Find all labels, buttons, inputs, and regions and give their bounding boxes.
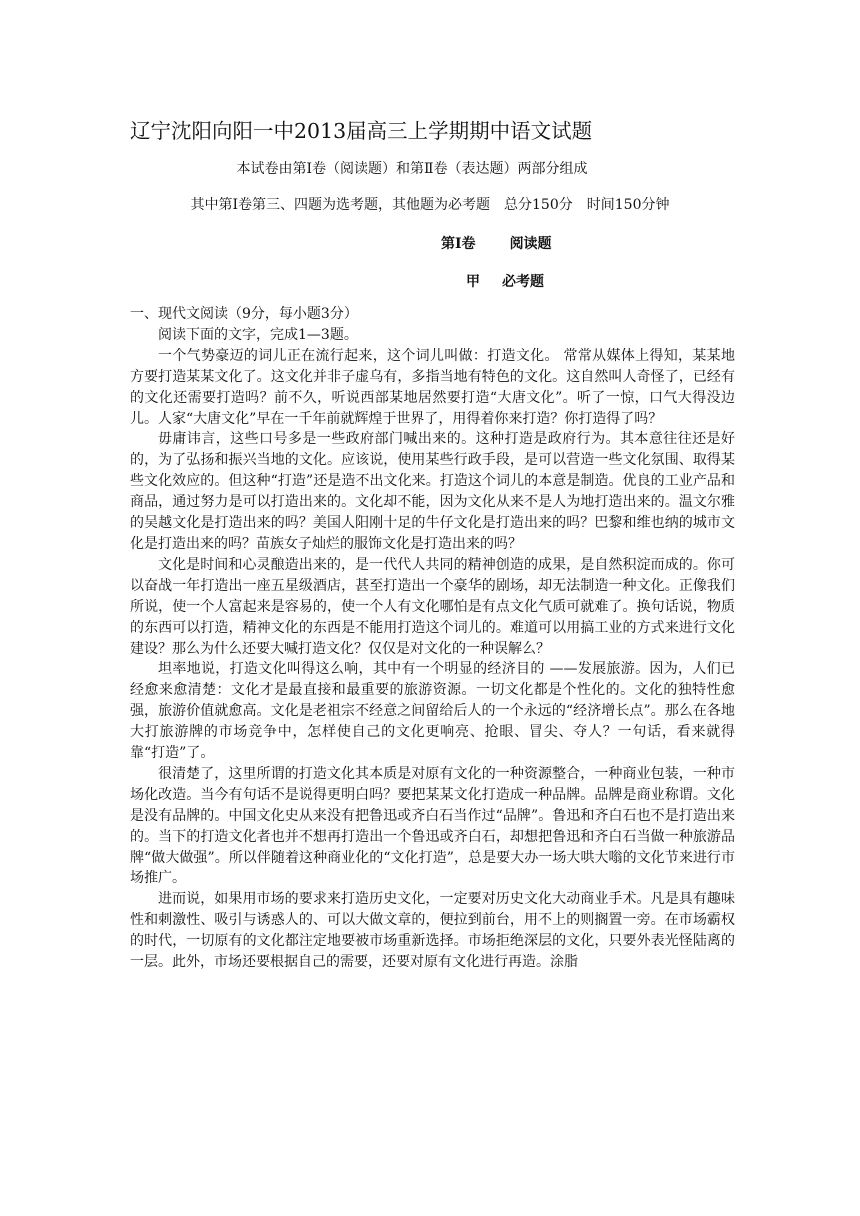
reading-section	[130, 304, 735, 973]
volume-label: 第Ⅰ卷	[441, 236, 476, 252]
volume-heading	[441, 233, 552, 253]
paragraph: 很清楚了，这里所谓的打造文化其本质是对原有文化的一种资源整合，一种商业包装，一种市场化改造。当今有句话不是说得更明白吗？要把某某文化打造成一种品牌。品牌是商业称谓。文化是没有品牌的。中国文化史从来没有把鲁迅或齐白石当作过“品牌”。鲁迅和齐白石也不是打造出来的。当下的打造文化者也并不想再打造出一个鲁迅或齐白石，却想把鲁迅和齐白石当做一种旅游品牌“做大做强”。所以伴随着这种商业化的“文化打造”，总是要大办一场大哄大嗡的文化节来进行市场推广。	[130, 765, 735, 887]
paragraph: 坦率地说，打造文化叫得这么响，其中有一个明显的经济目的 ——发展旅游。因为，人们已经愈来愈清楚：文化才是最直接和最重要的旅游资源。一切文化都是个性化的。文化的独特性愈强，旅游价值就愈高。文化是老祖宗不经意之间留给后人的一个永远的“经济增长点”。那么在各地大打旅游牌的市场竞争中，怎样使自己的文化更响亮、抢眼、冒尖、夺人？一句话，看来就得靠“打造”了。	[130, 661, 735, 762]
part-name: 必考题	[502, 274, 544, 290]
exam-composition-note: 本试卷由第Ⅰ卷（阅读题）和第Ⅱ卷（表达题）两部分组成	[236, 161, 588, 177]
part-label: 甲	[466, 274, 480, 290]
paragraph: 进而说，如果用市场的要求来打造历史文化，一定要对历史文化大动商业手术。凡是具有趣味性和刺激性、吸引与诱惑人的、可以大做文章的，便拉到前台，用不上的则搁置一旁。在市场霸权的时代，一切原有的文化都注定地要被市场重新选择。市场拒绝深层的文化，只要外表光怪陆离的一层。此外，市场还要根据自己的需要，还要对原有文化进行再造。涂脂	[130, 891, 735, 971]
paragraph: 毋庸讳言，这些口号多是一些政府部门喊出来的。这种打造是政府行为。其本意往往还是好的，为了弘扬和振兴当地的文化。应该说，使用某些行政手段，是可以营造一些文化氛围、取得某些文化效应的。但这种“打造”还是造不出文化来。打造这个词儿的本意是制造。优良的工业产品和商品，通过努力是可以打造出来的。文化却不能，因为文化从来不是人为地打造出来的。温文尔雅的吴越文化是打造出来的吗？美国人阳刚十足的牛仔文化是打造出来的吗？巴黎和维也纳的城市文化是打造出来的吗？苗族女子灿烂的服饰文化是打造出来的吗？	[130, 431, 735, 552]
volume-name: 阅读题	[509, 236, 552, 252]
document-title: 辽宁沈阳向阳一中2013届高三上学期期中语文试题	[130, 119, 593, 143]
exam-scoring-note: 其中第Ⅰ卷第三、四题为选考题，其他题为必考题 总分150分 时间150分钟	[190, 197, 670, 213]
section-heading: 一、现代文阅读（9分，每小题3分）	[130, 306, 358, 322]
paragraph: 文化是时间和心灵酿造出来的，是一代代人共同的精神创造的成果，是自然积淀而成的。你可以奋战一年打造出一座五星级酒店，甚至打造出一个豪华的剧场，却无法制造一种文化。正像我们所说，使一个人富起来是容易的，使一个人有文化哪怕是有点文化气质可就难了。换句话说，物质的东西可以打造，精神文化的东西是不能用打造这个词儿的。难道可以用搞工业的方式来进行文化建设？那么为什么还要大喊打造文化？仅仅是对文化的一种误解么？	[130, 556, 735, 657]
part-heading	[466, 271, 544, 291]
section-instruction: 阅读下面的文字，完成1—3题。	[158, 326, 358, 343]
paragraph: 一个气势豪迈的词儿正在流行起来，这个词儿叫做：打造文化。 常常从媒体上得知，某某地方要打造某某文化了。这文化并非子虚乌有，多指当地有特色的文化。这自然叫人奇怪了，已经有的文化还需要打造吗？前不久，听说西部某地居然要打造“大唐文化”。听了一惊，口气大得没边儿。人家“大唐文化”早在一千年前就辉煌于世界了，用得着你来打造？你打造得了吗？	[130, 347, 735, 427]
